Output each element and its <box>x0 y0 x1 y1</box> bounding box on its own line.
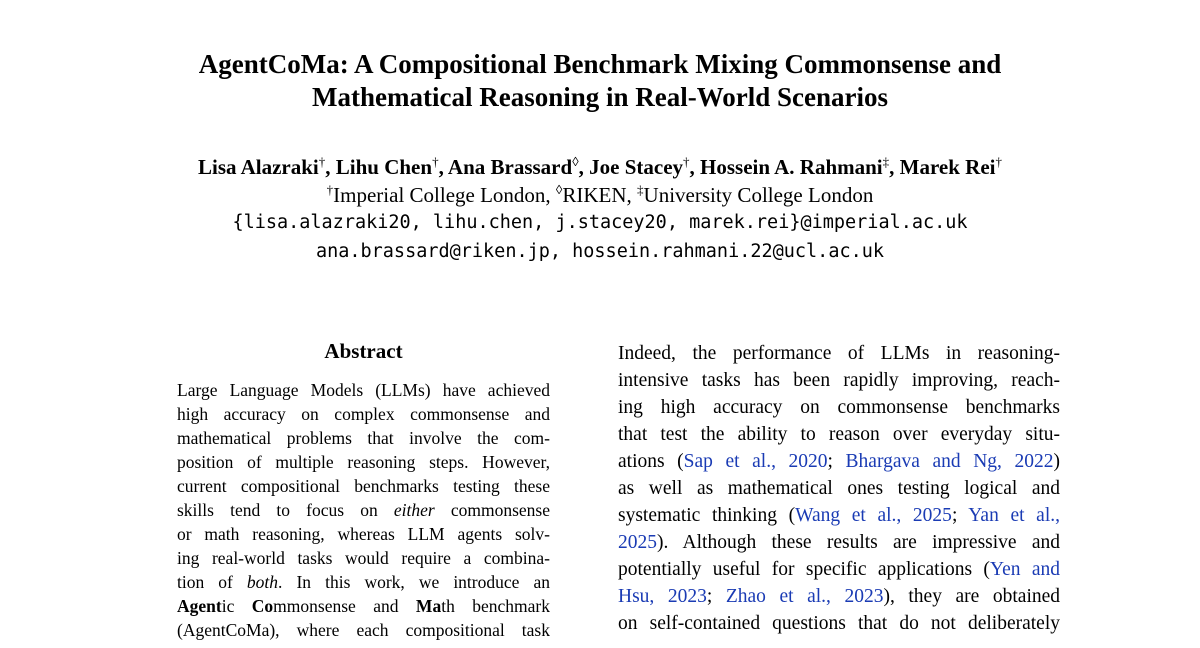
email-line-2[interactable]: ana.brassard@riken.jp, hossein.rahmani.22@ucl.ac.uk <box>315 241 885 262</box>
author-name: Joe Stacey <box>589 155 684 179</box>
citation-link[interactable]: 2025 <box>618 532 657 553</box>
author-sep: , <box>325 155 336 179</box>
author-sep: , <box>889 155 900 179</box>
author-sep: , <box>578 155 590 179</box>
intro-line: as well as mathematical ones testing logical and <box>618 478 1060 499</box>
citation-link[interactable]: Bhargava and Ng, 2022 <box>845 451 1054 472</box>
abstract-line: mathematical problems that involve the com- <box>177 428 550 448</box>
abstract-line: (AgentCoMa), where each compositional task <box>177 620 550 640</box>
text-run: systematic thinking ( <box>618 505 796 526</box>
author-sep: , <box>438 155 448 179</box>
text-run: ations ( <box>618 451 684 472</box>
abstract-heading: Abstract <box>324 339 403 363</box>
abstract-line: or math reasoning, whereas LLM agents solv- <box>177 524 550 544</box>
text-run: potentially useful for specific applications ( <box>618 559 990 580</box>
text-run: commonsense <box>434 500 550 520</box>
abstract-line: Large Language Models (LLMs) have achieved <box>177 380 550 400</box>
title-line-2: Mathematical Reasoning in Real-World Scenarios <box>312 82 888 112</box>
citation-link[interactable]: Yen and <box>989 559 1060 580</box>
citation-link[interactable]: Wang et al., 2025 <box>795 505 952 526</box>
abstract-line <box>177 570 550 594</box>
affil-mark: ‡ <box>637 182 644 197</box>
citation-link[interactable]: Yan et al., <box>968 505 1060 526</box>
abstract-line: position of multiple reasoning steps. However, <box>177 452 550 472</box>
intro-line: Indeed, the performance of LLMs in reasoning- <box>618 343 1060 364</box>
text-run: tion of <box>177 572 247 592</box>
affil-sep: , <box>626 183 638 207</box>
email-line-1[interactable]: {lisa.alazraki20, lihu.chen, j.stacey20, marek.rei}@imperial.ac.uk <box>232 212 968 233</box>
affil-sep: , <box>545 183 556 207</box>
bold-run: Agent <box>177 596 222 616</box>
intro-line <box>618 448 1060 475</box>
intro-line: intensive tasks has been rapidly improving, reach- <box>618 370 1060 391</box>
bold-run: Co <box>251 596 274 616</box>
affil-mark: † <box>326 182 334 197</box>
author-mark: † <box>432 154 439 169</box>
text-run: ), they are obtained <box>883 586 1061 607</box>
author-name: Lisa Alazraki <box>198 155 319 179</box>
intro-line <box>618 556 1060 583</box>
emphasis: both <box>246 572 279 592</box>
text-run: mmonsense and <box>273 596 416 616</box>
citation-link[interactable]: Hsu, 2023 <box>618 586 707 607</box>
title-line-1: AgentCoMa: A Compositional Benchmark Mixing Commonsense and <box>198 49 1002 79</box>
intro-column <box>618 340 1060 637</box>
abstract-line <box>177 498 550 522</box>
author-name: Ana Brassard <box>447 155 573 179</box>
abstract-body <box>177 378 550 642</box>
text-run: ic <box>221 596 252 616</box>
author-mark: ‡ <box>882 154 890 169</box>
abstract-line: current compositional benchmarks testing these <box>177 476 550 496</box>
author-name: Marek Rei <box>899 155 996 179</box>
author-name: Hossein A. Rahmani <box>700 155 883 179</box>
bold-run: Ma <box>415 596 442 616</box>
text-run: th benchmark <box>441 596 550 616</box>
text-run: ; <box>951 505 969 526</box>
intro-line <box>618 583 1060 610</box>
text-run: ; <box>827 451 846 472</box>
author-mark: † <box>318 154 326 169</box>
abstract-line: ing real-world tasks would require a combina- <box>177 548 550 568</box>
affil-name: RIKEN <box>562 183 627 207</box>
intro-line <box>618 529 1060 556</box>
author-mark: † <box>995 154 1002 169</box>
affil-mark: ◊ <box>555 182 563 197</box>
affil-name: Imperial College London <box>333 183 546 207</box>
text-run: ) <box>1053 451 1060 472</box>
affil-name: University College London <box>643 183 874 207</box>
author-sep: , <box>689 155 701 179</box>
author-name: Lihu Chen <box>335 155 433 179</box>
text-run: ; <box>706 586 726 607</box>
affiliations <box>0 182 1200 208</box>
intro-line: ing high accuracy on commonsense benchmarks <box>618 397 1060 418</box>
text-run: . In this work, we introduce an <box>278 572 550 592</box>
intro-line <box>618 502 1060 529</box>
author-mark: † <box>683 154 690 169</box>
author-list <box>0 154 1200 180</box>
citation-link[interactable]: Zhao et al., 2023 <box>725 586 884 607</box>
abstract-line <box>177 594 550 618</box>
citation-link[interactable]: Sap et al., 2020 <box>683 451 828 472</box>
emphasis: either <box>393 500 435 520</box>
intro-line: on self-contained questions that do not deliberately <box>618 613 1060 634</box>
text-run: ). Although these results are impressive and <box>657 532 1060 553</box>
paper-title <box>0 48 1200 114</box>
author-mark: ◊ <box>572 154 579 169</box>
abstract-line: high accuracy on complex commonsense and <box>177 404 550 424</box>
text-run: skills tend to focus on <box>177 500 394 520</box>
intro-line: that test the ability to reason over everyday situ- <box>618 424 1060 445</box>
